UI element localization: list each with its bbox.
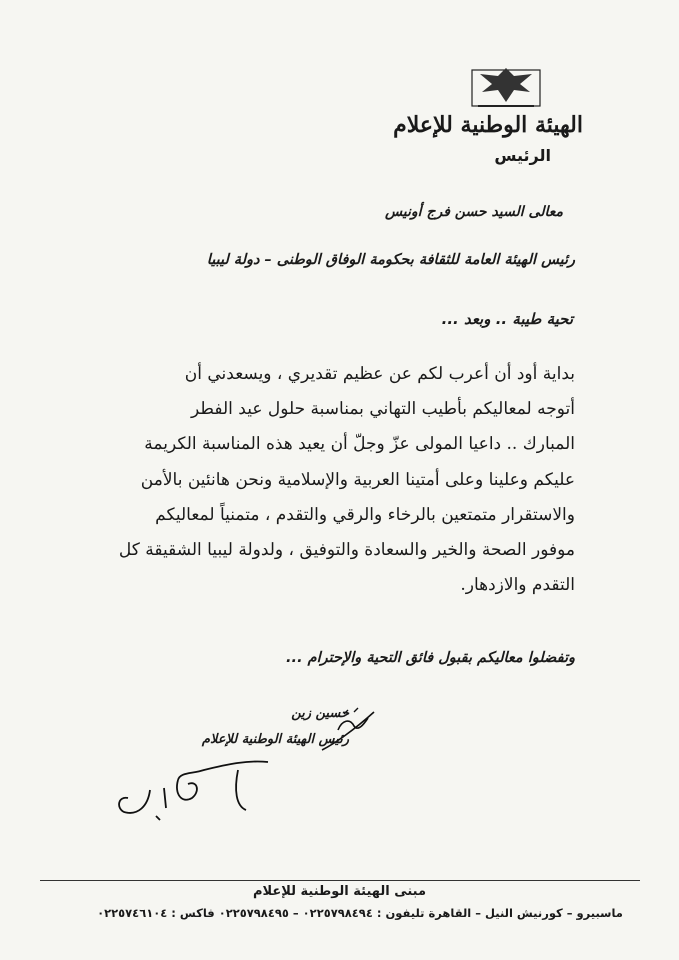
office-title: الرئيس — [494, 146, 551, 165]
recipient-name: معالى السيد حسن فرج أونيس — [384, 204, 563, 220]
body-line: موفور الصحة والخير والسعادة والتوفيق ، ولدولة ليبيا الشقيقة كل — [118, 539, 575, 560]
closing-line: وتفضلوا معاليكم بقبول فائق التحية والإحترام ... — [286, 650, 575, 666]
organization-name: الهيئة الوطنية للإعلام — [393, 112, 583, 138]
body-line: والاستقرار متمتعين بالرخاء والرقي والتقدم ، متمنياً لمعاليكم — [155, 504, 575, 525]
greeting-line: تحية طيبة .. وبعد ... — [441, 310, 573, 328]
handwritten-signature-icon — [108, 750, 278, 830]
signatory-name: حسين زين — [291, 706, 349, 721]
letter-body — [95, 357, 575, 603]
footer-divider — [40, 880, 640, 881]
body-line: عليكم وعلينا وعلى أمتينا العربية والإسلامية ونحن هانئين بالأمن — [140, 469, 575, 490]
footer-title: مبنى الهيئة الوطنية للإعلام — [252, 884, 427, 899]
recipient-title: رئيس الهيئة العامة للثقافة بحكومة الوفاق الوطنى – دولة ليبيا — [206, 252, 575, 268]
eagle-emblem-icon — [468, 62, 544, 110]
body-line: المبارك .. داعيا المولى عزّ وجلّ أن يعيد هذه المناسبة الكريمة — [144, 434, 575, 455]
footer-address: ماسبيرو – كورنيش النيل – القاهرة تليفون : ٠٢٢٥٧٩٨٤٩٤ – ٠٢٢٥٧٩٨٤٩٥ فاكس : ٠٢٢٥٧٤٦١٠٤ — [97, 906, 623, 920]
signatory-title: رئيس الهيئة الوطنية للإعلام — [201, 732, 349, 747]
body-line: بداية أود أن أعرب لكم عن عظيم تقديري ، ويسعدني أن — [184, 364, 575, 384]
body-line: التقدم والازدهار. — [460, 575, 575, 596]
body-line: أتوجه لمعاليكم بأطيب التهاني بمناسبة حلول عيد الفطر — [191, 399, 575, 420]
